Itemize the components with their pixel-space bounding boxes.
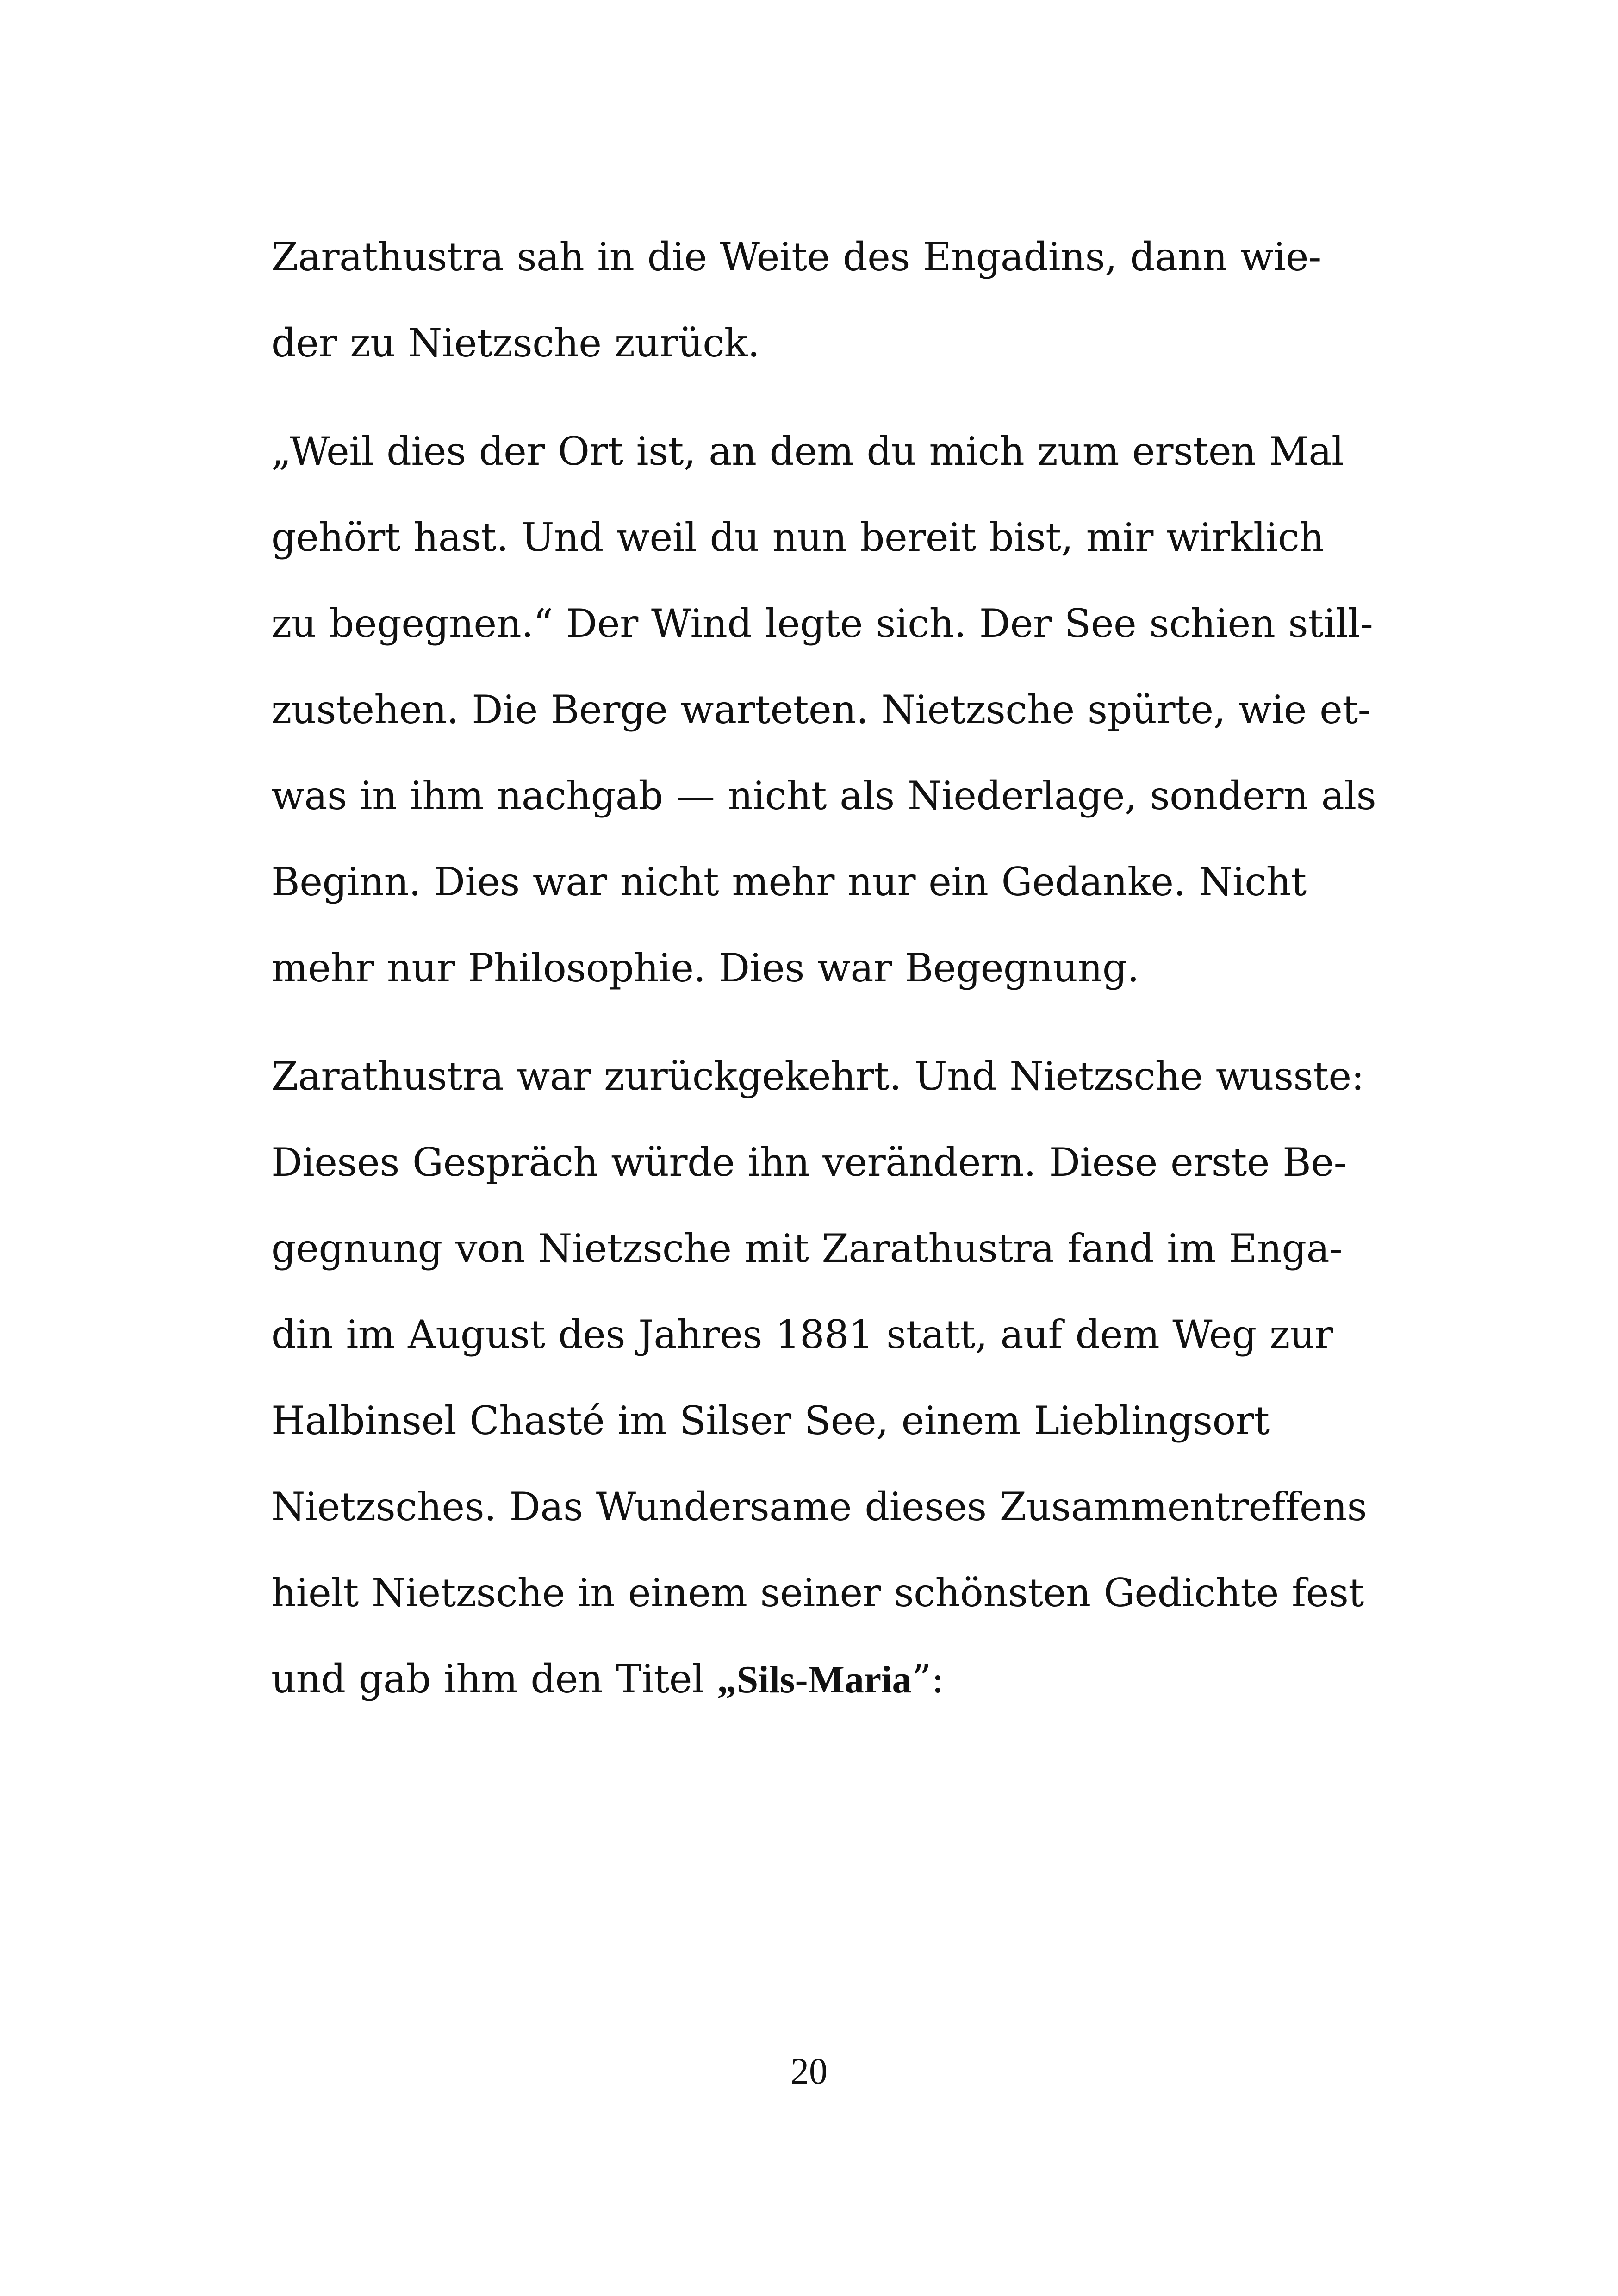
page-number: 20 (790, 2051, 828, 2092)
text-line-last (271, 1636, 1428, 1723)
text-line: Dieses Gespräch würde ihn verändern. Diese erste Be- (271, 1140, 1347, 1185)
text-line: gehört hast. Und weil du nun bereit bist, mir wirklich (271, 515, 1324, 560)
text-line: der zu Nietzsche zurück. (271, 320, 760, 366)
text-line: Halbinsel Chasté im Silser See, einem Lieblingsort (271, 1398, 1270, 1443)
text-segment: ”: (911, 1656, 944, 1702)
text-segment: und gab ihm den Titel (271, 1656, 717, 1702)
text-line: „Weil dies der Ort ist, an dem du mich zum ersten Mal (271, 429, 1344, 474)
text-line: Nietzsches. Das Wundersame dieses Zusammentreffens (271, 1484, 1367, 1529)
text-line: was in ihm nachgab — nicht als Niederlage, sondern als (271, 773, 1376, 818)
paragraph-2 (271, 408, 1428, 1011)
text-line: gegnung von Nietzsche mit Zarathustra fand im Enga- (271, 1226, 1343, 1271)
text-line: Beginn. Dies war nicht mehr nur ein Gedanke. Nicht (271, 859, 1307, 905)
text-line: din im August des Jahres 1881 statt, auf dem Weg zur (271, 1312, 1333, 1357)
paragraph-1 (271, 214, 1428, 386)
text-line: Zarathustra sah in die Weite des Engadins, dann wie- (271, 234, 1321, 280)
text-line: mehr nur Philosophie. Dies war Begegnung. (271, 945, 1139, 991)
text-line: Zarathustra war zurückgekehrt. Und Nietzsche wusste: (271, 1054, 1364, 1099)
text-line: zu begegnen.“ Der Wind legte sich. Der See schien still- (271, 601, 1373, 646)
poem-title: „Sils-Maria (717, 1658, 912, 1701)
body-text (271, 214, 1428, 1723)
text-line: zustehen. Die Berge warteten. Nietzsche spürte, wie et- (271, 687, 1371, 732)
paragraph-3 (271, 1033, 1428, 1723)
text-line: hielt Nietzsche in einem seiner schönsten Gedichte fest (271, 1570, 1364, 1616)
